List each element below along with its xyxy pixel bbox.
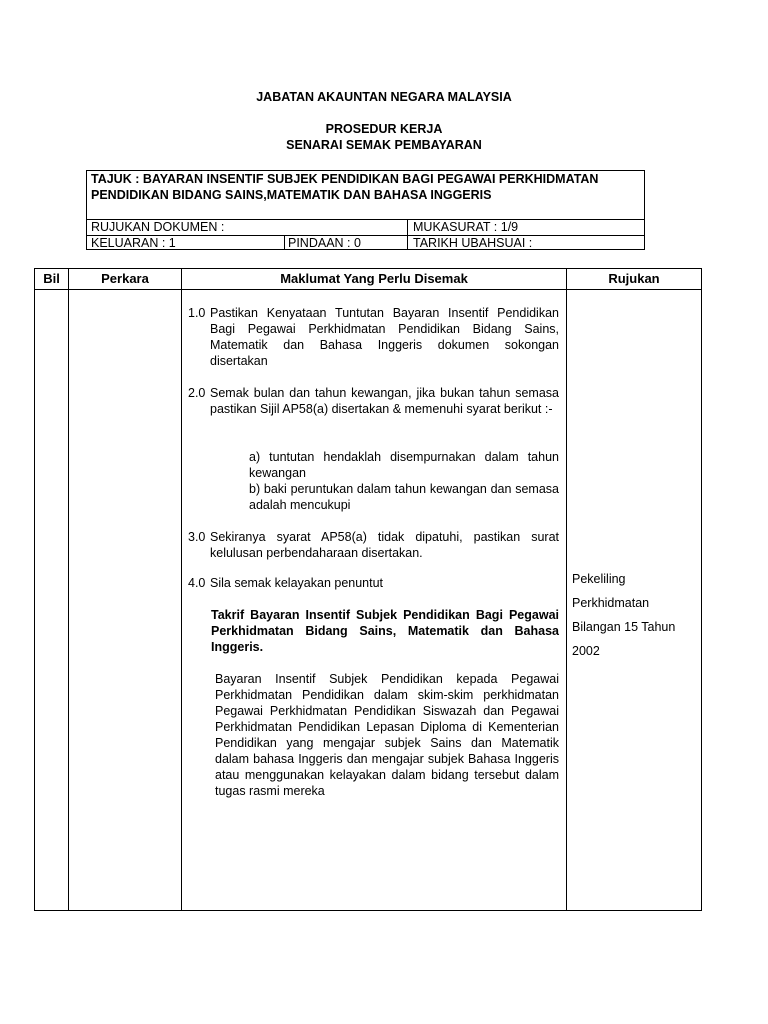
item-number: 3.0 <box>188 530 206 544</box>
item-text: Sila semak kelayakan penuntut <box>210 576 384 590</box>
col-header-rujukan: Rujukan <box>608 271 660 286</box>
item-text: Pastikan Kenyataan Tuntutan Bayaran Insentif Pendidikan Bagi Pegawai Perkhidmatan Pendidikan Bidang Sains, Matematik dan Bahasa Inggeris dokumen sokongan disertakan <box>210 306 559 368</box>
item-number: 4.0 <box>188 576 206 590</box>
takrif-body: Bayaran Insentif Subjek Pendidikan kepada Pegawai Perkhidmatan Pendidikan dalam skim-skim perkhidmatan Pegawai Perkhidmatan Pendidikan Siswazah dan Pegawai Perkhidmatan Pendidikan Lepasan Diploma di Kementerian Pendidikan yang mengajar subjek Sains dan Matematik dalam bahasa Inggeris dan mengajar subjek Bahasa Inggeris atau menggunakan kelayakan dalam bidang tersebut dalam tugas rasmi mereka <box>215 672 559 798</box>
takrif-title: Takrif Bayaran Insentif Subjek Pendidikan Bagi Pegawai Perkhidmatan Bidang Sains, Matematik dan Bahasa Inggeris. <box>211 608 559 654</box>
col-header-perkara: Perkara <box>101 271 149 286</box>
item-number: 2.0 <box>188 386 206 400</box>
sub-item: b) baki peruntukan dalam tahun kewangan dan semasa adalah mencukupi <box>249 482 559 512</box>
sub-item: a) tuntutan hendaklah disempurnakan dalam tahun kewangan <box>249 450 559 480</box>
divider <box>407 219 408 250</box>
rujukan-dokumen: RUJUKAN DOKUMEN : <box>91 220 225 234</box>
mukasurat: MUKASURAT : 1/9 <box>413 220 519 234</box>
checklist-table <box>34 268 702 911</box>
rujukan-line: Bilangan 15 Tahun <box>572 620 676 634</box>
rujukan-reference <box>572 567 700 663</box>
pindaan: PINDAAN : 0 <box>288 236 361 250</box>
doc-subtitle: SENARAI SEMAK PEMBAYARAN <box>286 138 482 152</box>
column-divider <box>566 269 567 910</box>
header-divider <box>35 289 701 290</box>
rujukan-line: Perkhidmatan <box>572 596 650 610</box>
item-number: 1.0 <box>188 306 206 320</box>
document-header-box <box>86 170 645 250</box>
org-title: JABATAN AKAUNTAN NEGARA MALAYSIA <box>256 90 512 104</box>
keluaran: KELUARAN : 1 <box>91 236 176 250</box>
tarikh-ubahsuai: TARIKH UBAHSUAI : <box>413 236 533 250</box>
document-title: TAJUK : BAYARAN INSENTIF SUBJEK PENDIDIKAN BAGI PEGAWAI PERKHIDMATAN PENDIDIKAN BIDANG SAINS,MATEMATIK DAN BAHASA INGGERIS <box>91 172 599 202</box>
column-divider <box>181 269 182 910</box>
col-header-bil: Bil <box>43 271 60 286</box>
col-header-maklumat: Maklumat Yang Perlu Disemak <box>280 271 468 286</box>
item-text: Semak bulan dan tahun kewangan, jika bukan tahun semasa pastikan Sijil AP58(a) disertakan & memenuhi syarat berikut :- <box>210 386 559 416</box>
rujukan-line: Pekeliling <box>572 572 626 586</box>
divider <box>284 235 285 250</box>
item-text: Sekiranya syarat AP58(a) tidak dipatuhi, pastikan surat kelulusan perbendaharaan disertakan. <box>210 530 559 560</box>
doc-type: PROSEDUR KERJA <box>325 122 443 136</box>
rujukan-line: 2002 <box>572 644 600 658</box>
column-divider <box>68 269 69 910</box>
